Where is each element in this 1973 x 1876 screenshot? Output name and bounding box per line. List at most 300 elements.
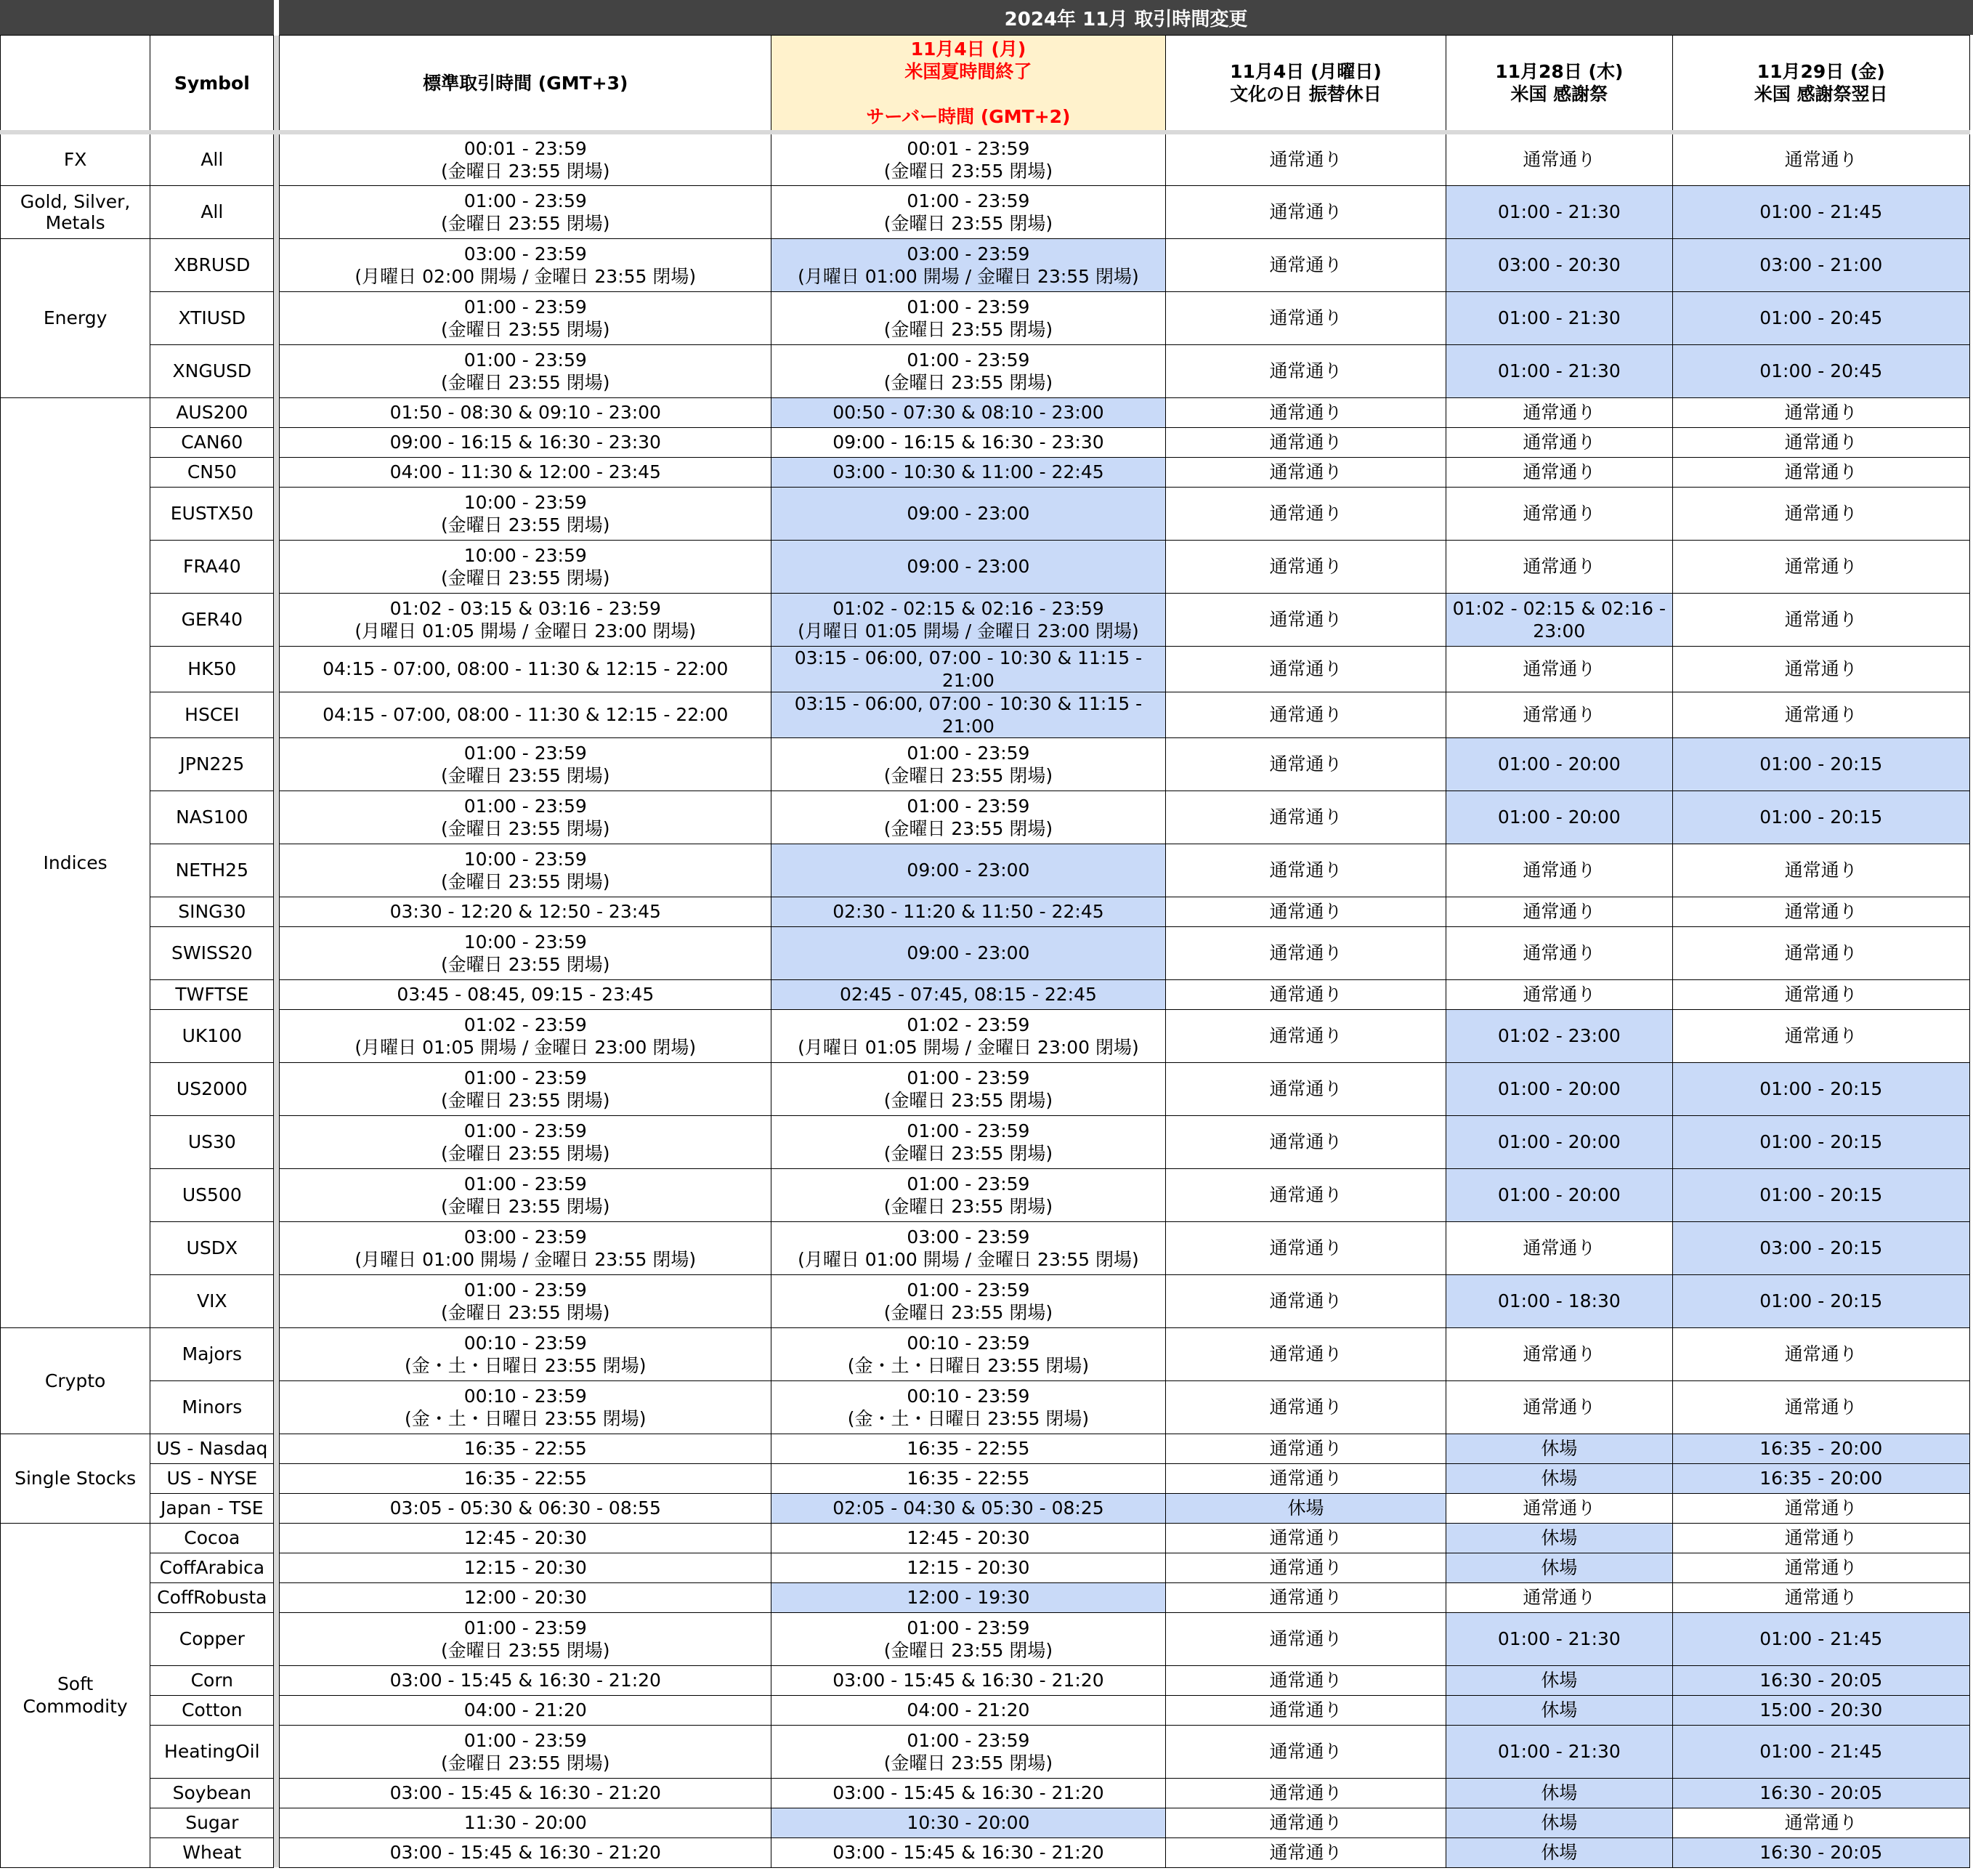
nov28-cell: 01:00 - 20:00 <box>1446 1168 1672 1221</box>
hours-note: (金曜日 23:55 閉場) <box>441 1639 610 1661</box>
nov29-cell: 通常通り <box>1672 132 1970 185</box>
hours-range: 00:10 - 23:59 <box>907 1332 1030 1354</box>
standard-hours-cell <box>280 397 771 427</box>
category-cell: Crypto <box>1 1327 150 1434</box>
nov4-cell: 通常通り <box>1165 844 1446 897</box>
nov4-cell: 通常通り <box>1165 185 1446 238</box>
server-hours-cell <box>771 1808 1166 1837</box>
hours-range: 04:00 - 21:20 <box>463 1699 587 1721</box>
symbol-cell: TWFTSE <box>150 979 274 1009</box>
standard-hours-cell <box>280 926 771 979</box>
server-hours-cell <box>771 540 1166 593</box>
nov4-cell: 通常通り <box>1165 1221 1446 1274</box>
hours-range: 03:00 - 15:45 & 16:30 - 21:20 <box>832 1670 1104 1691</box>
table-row <box>1 1523 1970 1553</box>
symbol-cell: USDX <box>150 1221 274 1274</box>
hours-note: (金・土・日曜日 23:55 閉場) <box>847 1407 1090 1429</box>
hours-range: 03:05 - 05:30 & 06:30 - 08:55 <box>389 1497 661 1519</box>
nov4-cell: 通常通り <box>1165 487 1446 540</box>
standard-hours-cell <box>280 1009 771 1062</box>
table-row <box>1 1009 1970 1062</box>
standard-hours-cell <box>280 897 771 926</box>
nov28-cell: 01:00 - 20:00 <box>1446 791 1672 844</box>
nov29-cell: 通常通り <box>1672 897 1970 926</box>
table-row <box>1 791 1970 844</box>
hours-note: (金曜日 23:55 閉場) <box>441 764 610 786</box>
server-hours-cell <box>771 238 1166 291</box>
table-row <box>1 238 1970 291</box>
server-hours-cell <box>771 344 1166 397</box>
server-hours-cell <box>771 1778 1166 1808</box>
hours-note: (金曜日 23:55 閉場) <box>441 1752 610 1774</box>
nov29-cell: 通常通り <box>1672 926 1970 979</box>
symbol-cell: NETH25 <box>150 844 274 897</box>
symbol-cell: CN50 <box>150 457 274 487</box>
standard-hours-cell <box>280 646 771 692</box>
category-cell: FX <box>1 132 150 185</box>
server-hours-cell <box>771 593 1166 646</box>
hours-range: 03:45 - 08:45, 09:15 - 23:45 <box>397 984 655 1005</box>
nov29-cell: 16:30 - 20:05 <box>1672 1837 1970 1867</box>
hours-range: 02:05 - 04:30 & 05:30 - 08:25 <box>832 1497 1104 1519</box>
hours-range: 01:00 - 23:59 <box>463 742 587 764</box>
column-gap <box>274 1168 280 1221</box>
table-row <box>1 1493 1970 1523</box>
symbol-cell: GER40 <box>150 593 274 646</box>
nov28-cell: 通常通り <box>1446 427 1672 457</box>
table-row <box>1 1612 1970 1665</box>
server-hours-cell <box>771 1582 1166 1612</box>
nov4-cell: 通常通り <box>1165 1778 1446 1808</box>
nov29-cell: 01:00 - 20:45 <box>1672 344 1970 397</box>
hours-range: 01:02 - 23:59 <box>907 1014 1030 1035</box>
symbol-cell: EUSTX50 <box>150 487 274 540</box>
nov28-cell: 通常通り <box>1446 844 1672 897</box>
table-row <box>1 185 1970 238</box>
nov28-cell: 03:00 - 20:30 <box>1446 238 1672 291</box>
column-gap <box>274 1837 280 1867</box>
nov28-cell: 通常通り <box>1446 979 1672 1009</box>
nov29-cell: 01:00 - 20:15 <box>1672 1115 1970 1168</box>
nov29-cell: 通常通り <box>1672 692 1970 737</box>
table-row <box>1 397 1970 427</box>
nov28-cell: 通常通り <box>1446 1380 1672 1434</box>
symbol-cell: Corn <box>150 1665 274 1695</box>
symbol-cell: SING30 <box>150 897 274 926</box>
column-gap <box>274 926 280 979</box>
hours-range: 12:45 - 20:30 <box>463 1527 587 1548</box>
table-row <box>1 1168 1970 1221</box>
standard-hours-cell <box>280 291 771 344</box>
nov29-cell: 通常通り <box>1672 646 1970 692</box>
server-hours-cell <box>771 291 1166 344</box>
column-gap <box>274 238 280 291</box>
nov4-cell: 通常通り <box>1165 1725 1446 1778</box>
nov28-cell: 休場 <box>1446 1665 1672 1695</box>
symbol-cell: Japan - TSE <box>150 1493 274 1523</box>
column-gap <box>274 344 280 397</box>
nov29-cell: 01:00 - 20:15 <box>1672 791 1970 844</box>
hours-range: 16:35 - 22:55 <box>463 1438 587 1459</box>
hours-range: 16:35 - 22:55 <box>907 1468 1030 1489</box>
nov29-cell: 通常通り <box>1672 1523 1970 1553</box>
nov4-cell: 通常通り <box>1165 1837 1446 1867</box>
column-gap <box>274 979 280 1009</box>
category-cell: Energy <box>1 238 150 397</box>
symbol-cell: Minors <box>150 1380 274 1434</box>
table-row <box>1 844 1970 897</box>
header-server-dst-end: 米国夏時間終了 <box>904 61 1032 82</box>
nov4-cell: 休場 <box>1165 1493 1446 1523</box>
header-nov4-date: 11月4日 (月曜日) <box>1230 61 1382 82</box>
hours-range: 11:30 - 20:00 <box>463 1812 587 1833</box>
table-row <box>1 593 1970 646</box>
hours-range: 01:50 - 08:30 & 09:10 - 23:00 <box>389 402 661 423</box>
hours-note: (金曜日 23:55 閉場) <box>441 371 610 393</box>
nov28-cell: 通常通り <box>1446 1582 1672 1612</box>
nov4-cell: 通常通り <box>1165 1695 1446 1725</box>
hours-note: (金曜日 23:55 閉場) <box>441 1301 610 1323</box>
hours-range: 03:00 - 15:45 & 16:30 - 21:20 <box>389 1670 661 1691</box>
hours-range: 00:50 - 07:30 & 08:10 - 23:00 <box>832 402 1104 423</box>
column-gap <box>274 1808 280 1837</box>
nov4-cell: 通常通り <box>1165 692 1446 737</box>
nov29-cell: 01:00 - 21:45 <box>1672 1725 1970 1778</box>
table-row <box>1 1837 1970 1867</box>
nov4-cell: 通常通り <box>1165 1612 1446 1665</box>
nov28-cell: 通常通り <box>1446 457 1672 487</box>
nov4-cell: 通常通り <box>1165 132 1446 185</box>
nov29-cell: 01:00 - 20:15 <box>1672 1274 1970 1327</box>
standard-hours-cell <box>280 791 771 844</box>
nov4-cell: 通常通り <box>1165 1523 1446 1553</box>
hours-range: 09:00 - 23:00 <box>907 503 1030 524</box>
hours-note: (金曜日 23:55 閉場) <box>441 1142 610 1164</box>
nov29-cell: 01:00 - 20:15 <box>1672 1168 1970 1221</box>
standard-hours-cell <box>280 540 771 593</box>
column-gap <box>274 1434 280 1463</box>
category-cell: Indices <box>1 397 150 1327</box>
column-gap <box>274 540 280 593</box>
symbol-cell: JPN225 <box>150 737 274 791</box>
symbol-cell: Sugar <box>150 1808 274 1837</box>
table-row <box>1 1665 1970 1695</box>
table-row <box>1 427 1970 457</box>
standard-hours-cell <box>280 1837 771 1867</box>
hours-range: 12:45 - 20:30 <box>907 1527 1030 1548</box>
table-row <box>1 487 1970 540</box>
hours-note: (金・土・日曜日 23:55 閉場) <box>405 1354 647 1376</box>
nov28-cell: 01:00 - 20:00 <box>1446 1115 1672 1168</box>
hours-note: (月曜日 01:05 開場 / 金曜日 23:00 閉場) <box>355 620 697 642</box>
hours-note: (金・土・日曜日 23:55 閉場) <box>405 1407 647 1429</box>
nov28-cell: 通常通り <box>1446 487 1672 540</box>
hours-note: (金曜日 23:55 閉場) <box>441 953 610 975</box>
table-row <box>1 1434 1970 1463</box>
symbol-cell: US2000 <box>150 1062 274 1115</box>
hours-note: (金曜日 23:55 閉場) <box>883 318 1053 340</box>
standard-hours-cell <box>280 1582 771 1612</box>
column-gap <box>274 1553 280 1582</box>
hours-range: 01:00 - 23:59 <box>907 1279 1030 1301</box>
column-gap <box>274 1009 280 1062</box>
server-hours-cell <box>771 397 1166 427</box>
nov4-cell: 通常通り <box>1165 897 1446 926</box>
nov29-cell: 通常通り <box>1672 1808 1970 1837</box>
symbol-cell: NAS100 <box>150 791 274 844</box>
standard-hours-cell <box>280 1695 771 1725</box>
server-hours-cell <box>771 737 1166 791</box>
column-gap <box>274 132 280 185</box>
server-hours-cell <box>771 427 1166 457</box>
table-row <box>1 1115 1970 1168</box>
nov4-cell: 通常通り <box>1165 646 1446 692</box>
server-hours-cell <box>771 1463 1166 1493</box>
hours-range: 01:00 - 23:59 <box>907 742 1030 764</box>
symbol-cell: FRA40 <box>150 540 274 593</box>
column-gap <box>274 1327 280 1380</box>
nov28-cell: 通常通り <box>1446 1327 1672 1380</box>
symbol-cell: SWISS20 <box>150 926 274 979</box>
nov4-cell: 通常通り <box>1165 1115 1446 1168</box>
hours-range: 01:02 - 23:59 <box>463 1014 587 1035</box>
table-row <box>1 979 1970 1009</box>
hours-range: 10:00 - 23:59 <box>463 491 587 513</box>
standard-hours-cell <box>280 1808 771 1837</box>
hours-range: 10:00 - 23:59 <box>463 848 587 870</box>
column-gap <box>274 791 280 844</box>
hours-note: (金曜日 23:55 閉場) <box>883 764 1053 786</box>
nov4-cell: 通常通り <box>1165 1009 1446 1062</box>
header-symbol: Symbol <box>150 36 274 133</box>
symbol-cell: CoffRobusta <box>150 1582 274 1612</box>
server-hours-cell <box>771 1612 1166 1665</box>
nov28-cell: 休場 <box>1446 1523 1672 1553</box>
server-hours-cell <box>771 457 1166 487</box>
trading-hours-table <box>0 35 1970 1868</box>
nov29-cell: 01:00 - 21:45 <box>1672 1612 1970 1665</box>
nov4-cell: 通常通り <box>1165 1327 1446 1380</box>
standard-hours-cell <box>280 344 771 397</box>
nov28-cell: 休場 <box>1446 1808 1672 1837</box>
table-row <box>1 1221 1970 1274</box>
hours-range: 01:00 - 23:59 <box>907 1120 1030 1141</box>
server-hours-cell <box>771 979 1166 1009</box>
nov29-cell: 01:00 - 20:15 <box>1672 1062 1970 1115</box>
hours-note: (金曜日 23:55 閉場) <box>441 817 610 839</box>
nov29-cell: 通常通り <box>1672 1380 1970 1434</box>
nov4-cell: 通常通り <box>1165 1062 1446 1115</box>
table-row <box>1 1808 1970 1837</box>
table-body <box>1 132 1970 1867</box>
hours-range: 09:00 - 16:15 & 16:30 - 23:30 <box>389 432 661 453</box>
hours-range: 04:15 - 07:00, 08:00 - 11:30 & 12:15 - 22:00 <box>323 704 729 725</box>
nov28-cell: 01:02 - 23:00 <box>1446 1009 1672 1062</box>
nov4-cell: 通常通り <box>1165 397 1446 427</box>
category-cell: Soft Commodity <box>1 1523 150 1867</box>
hours-range: 03:00 - 23:59 <box>463 1226 587 1248</box>
standard-hours-cell <box>280 1168 771 1221</box>
symbol-cell: Cotton <box>150 1695 274 1725</box>
hours-range: 00:01 - 23:59 <box>907 137 1030 159</box>
nov29-cell: 通常通り <box>1672 1327 1970 1380</box>
standard-hours-cell <box>280 1665 771 1695</box>
title-bar-left <box>0 0 274 35</box>
table-row <box>1 1695 1970 1725</box>
symbol-cell: Majors <box>150 1327 274 1380</box>
server-hours-cell <box>771 1221 1166 1274</box>
header-nov29-name: 米国 感謝祭翌日 <box>1754 84 1888 105</box>
hours-range: 04:15 - 07:00, 08:00 - 11:30 & 12:15 - 22:00 <box>323 658 729 679</box>
nov4-cell: 通常通り <box>1165 238 1446 291</box>
hours-range: 09:00 - 23:00 <box>907 556 1030 577</box>
nov28-cell: 01:00 - 21:30 <box>1446 185 1672 238</box>
table-row <box>1 132 1970 185</box>
server-hours-cell <box>771 1009 1166 1062</box>
hours-range: 01:00 - 23:59 <box>907 349 1030 371</box>
header-standard-hours: 標準取引時間 (GMT+3) <box>280 36 771 133</box>
column-gap <box>274 427 280 457</box>
standard-hours-cell <box>280 1221 771 1274</box>
column-gap <box>274 692 280 737</box>
hours-range: 01:02 - 02:15 & 02:16 - 23:59 <box>832 597 1104 619</box>
hours-range: 03:00 - 15:45 & 16:30 - 21:20 <box>832 1782 1104 1803</box>
symbol-cell: All <box>150 185 274 238</box>
server-hours-cell <box>771 926 1166 979</box>
nov29-cell: 通常通り <box>1672 540 1970 593</box>
server-hours-cell <box>771 1168 1166 1221</box>
nov28-cell: 01:00 - 21:30 <box>1446 291 1672 344</box>
standard-hours-cell <box>280 1553 771 1582</box>
nov29-cell: 03:00 - 20:15 <box>1672 1221 1970 1274</box>
column-gap <box>274 397 280 427</box>
nov29-cell: 16:35 - 20:00 <box>1672 1463 1970 1493</box>
table-row <box>1 1463 1970 1493</box>
standard-hours-cell <box>280 737 771 791</box>
symbol-cell: All <box>150 132 274 185</box>
nov29-cell: 03:00 - 21:00 <box>1672 238 1970 291</box>
hours-range: 00:10 - 23:59 <box>463 1385 587 1407</box>
hours-range: 01:00 - 23:59 <box>907 190 1030 211</box>
hours-range: 09:00 - 23:00 <box>907 860 1030 881</box>
standard-hours-cell <box>280 593 771 646</box>
standard-hours-cell <box>280 1612 771 1665</box>
standard-hours-cell <box>280 132 771 185</box>
nov29-cell: 通常通り <box>1672 844 1970 897</box>
column-gap <box>274 1062 280 1115</box>
symbol-cell: XBRUSD <box>150 238 274 291</box>
hours-note: (金曜日 23:55 閉場) <box>441 212 610 234</box>
nov29-cell: 通常通り <box>1672 487 1970 540</box>
hours-range: 00:10 - 23:59 <box>907 1385 1030 1407</box>
standard-hours-cell <box>280 1493 771 1523</box>
hours-range: 03:00 - 10:30 & 11:00 - 22:45 <box>832 461 1104 482</box>
hours-range: 02:45 - 07:45, 08:15 - 22:45 <box>839 984 1097 1005</box>
nov28-cell: 01:00 - 21:30 <box>1446 1725 1672 1778</box>
hours-range: 03:00 - 15:45 & 16:30 - 21:20 <box>389 1842 661 1863</box>
symbol-cell: AUS200 <box>150 397 274 427</box>
nov4-cell: 通常通り <box>1165 1582 1446 1612</box>
table-row <box>1 1062 1970 1115</box>
hours-note: (月曜日 02:00 開場 / 金曜日 23:55 閉場) <box>355 265 697 287</box>
nov28-cell: 01:00 - 21:30 <box>1446 344 1672 397</box>
hours-note: (月曜日 01:00 開場 / 金曜日 23:55 閉場) <box>355 1248 697 1270</box>
hours-range: 02:30 - 11:20 & 11:50 - 22:45 <box>832 901 1104 922</box>
server-hours-cell <box>771 844 1166 897</box>
column-gap <box>274 1493 280 1523</box>
standard-hours-cell <box>280 185 771 238</box>
symbol-cell: Cocoa <box>150 1523 274 1553</box>
hours-range: 01:00 - 23:59 <box>463 1617 587 1638</box>
standard-hours-cell <box>280 1062 771 1115</box>
table-row <box>1 291 1970 344</box>
nov28-cell: 01:00 - 21:30 <box>1446 1612 1672 1665</box>
column-gap <box>274 593 280 646</box>
nov28-cell: 通常通り <box>1446 646 1672 692</box>
header-category <box>1 36 150 133</box>
hours-range: 03:30 - 12:20 & 12:50 - 23:45 <box>389 901 661 922</box>
standard-hours-cell <box>280 427 771 457</box>
column-gap <box>274 1582 280 1612</box>
hours-range: 04:00 - 11:30 & 12:00 - 23:45 <box>389 461 661 482</box>
header-nov29-after-thanksgiving <box>1672 36 1970 133</box>
table-row <box>1 540 1970 593</box>
table-row <box>1 1274 1970 1327</box>
standard-hours-cell <box>280 979 771 1009</box>
nov28-cell: 休場 <box>1446 1463 1672 1493</box>
server-hours-cell <box>771 1523 1166 1553</box>
server-hours-cell <box>771 1493 1166 1523</box>
hours-range: 00:01 - 23:59 <box>463 137 587 159</box>
column-gap <box>274 487 280 540</box>
hours-note: (月曜日 01:05 開場 / 金曜日 23:00 閉場) <box>798 1036 1139 1058</box>
standard-hours-cell <box>280 1725 771 1778</box>
header-nov29-date: 11月29日 (金) <box>1757 61 1885 82</box>
table-row <box>1 1553 1970 1582</box>
column-gap <box>274 646 280 692</box>
server-hours-cell <box>771 1725 1166 1778</box>
nov4-cell: 通常通り <box>1165 540 1446 593</box>
nov4-cell: 通常通り <box>1165 1434 1446 1463</box>
category-cell: Single Stocks <box>1 1434 150 1523</box>
nov4-cell: 通常通り <box>1165 791 1446 844</box>
hours-range: 03:00 - 15:45 & 16:30 - 21:20 <box>832 1842 1104 1863</box>
page-title: 2024年 11月 取引時間変更 <box>279 0 1973 35</box>
header-nov28-thanksgiving <box>1446 36 1672 133</box>
nov4-cell: 通常通り <box>1165 593 1446 646</box>
nov28-cell: 通常通り <box>1446 926 1672 979</box>
nov29-cell: 通常通り <box>1672 397 1970 427</box>
column-gap <box>274 1274 280 1327</box>
nov4-cell: 通常通り <box>1165 926 1446 979</box>
nov28-cell: 休場 <box>1446 1695 1672 1725</box>
nov29-cell: 通常通り <box>1672 427 1970 457</box>
hours-note: (金曜日 23:55 閉場) <box>883 1142 1053 1164</box>
nov29-cell: 01:00 - 20:45 <box>1672 291 1970 344</box>
nov29-cell: 15:00 - 20:30 <box>1672 1695 1970 1725</box>
server-hours-cell <box>771 692 1166 737</box>
hours-range: 09:00 - 23:00 <box>907 942 1030 963</box>
hours-note: (金曜日 23:55 閉場) <box>441 160 610 182</box>
hours-range: 01:00 - 23:59 <box>907 1617 1030 1638</box>
nov28-cell: 通常通り <box>1446 897 1672 926</box>
standard-hours-cell <box>280 1380 771 1434</box>
nov28-cell: 休場 <box>1446 1837 1672 1867</box>
table-row <box>1 1725 1970 1778</box>
hours-range: 03:00 - 23:59 <box>907 1226 1030 1248</box>
column-gap <box>274 1778 280 1808</box>
server-hours-cell <box>771 791 1166 844</box>
